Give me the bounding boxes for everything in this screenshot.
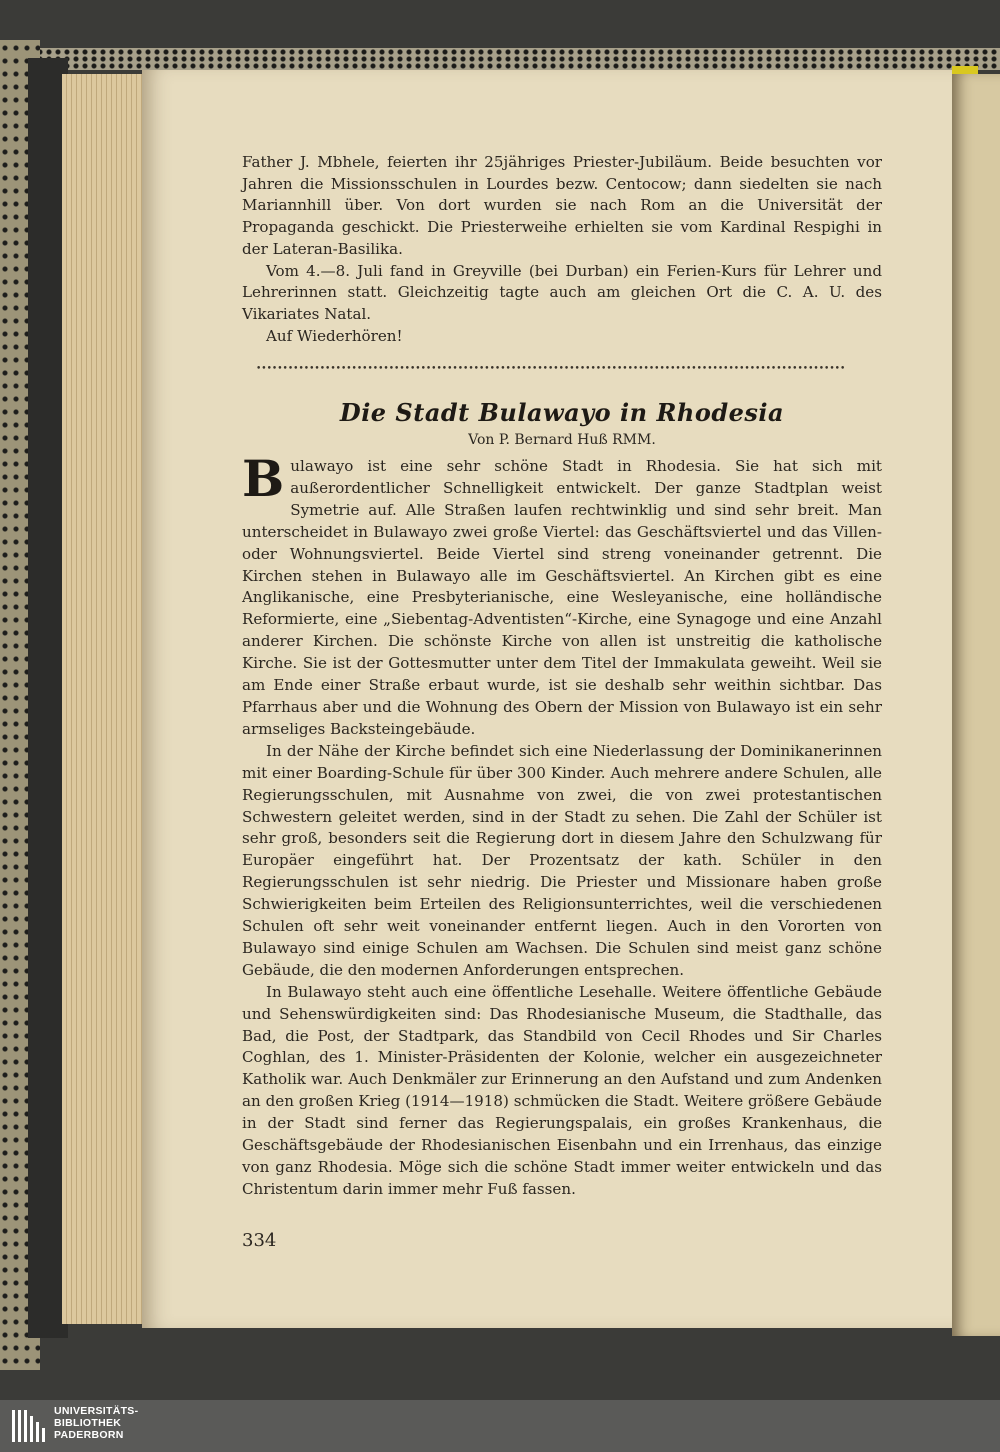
library-name xyxy=(54,1405,138,1441)
book-page xyxy=(142,70,952,1328)
paragraph: Auf Wiederhören! xyxy=(266,326,403,345)
book-cover-marbled-top xyxy=(0,48,1000,70)
article-title: Die Stadt Bulawayo in Rhodesia xyxy=(339,398,785,427)
paragraph: Vom 4.—8. Juli fand in Greyville (bei Durban) ein Ferien-Kurs für Lehrer und Lehrerinnen statt. Gleichzeitig tagte auch am gleichen Ort die C. A. U. des Vikariates Natal. xyxy=(242,261,882,323)
paragraph xyxy=(242,449,882,741)
library-footer xyxy=(0,1400,1000,1452)
library-logo-icon xyxy=(10,1406,48,1446)
library-name-line: UNIVERSITÄTS- xyxy=(54,1405,139,1417)
facing-page xyxy=(952,74,1000,1336)
continued-text xyxy=(242,152,882,347)
paragraph: In Bulawayo steht auch eine öffentliche Lesehalle. Weitere öffentliche Gebäude und Sehenswürdigkeiten sind: Das Rhodesianische Museum, die Stadthalle, das Bad, die Post, der Stadtpark, das Standbild von Cecil Rhodes und Sir Charles Coghlan, des 1. Minister-Präsidenten der Kolonie, welcher ein ausgezeichneter Katholik war. Auch Denkmäler zur Erinnerung an den Aufstand und zum Andenken an den großen Krieg (1914—1918) schmücken die Stadt. Weitere größere Gebäude in der Stadt sind ferner das Regierungspalais, ein großes Krankenhaus, die Geschäftsgebäude der Rhodesianischen Eisenbahn und ein Irrenhaus, das einzige von ganz Rhodesia. Möge sich die schöne Stadt immer weiter entwickeln und das Christentum darin immer mehr Fuß fassen. xyxy=(242,982,882,1198)
paragraph: Father J. Mbhele, feierten ihr 25jähriges Priester-Jubiläum. Beide besuchten vor Jahren die Missionsschulen in Lourdes bezw. Centocow; dann siedelten sie nach Mariannhill über. Von dort wurden sie nach Rom an die Universität der Propaganda geschickt. Die Priesterweihe erhielten sie vom Kardinal Respighi in der Lateran-Basilika. xyxy=(242,153,882,258)
library-name-line: PADERBORN xyxy=(54,1429,124,1441)
drop-cap: B xyxy=(242,449,285,508)
page-number: 334 xyxy=(242,1230,277,1251)
paragraph-text: ulawayo ist eine sehr schöne Stadt in Rhodesia. Sie hat sich mit außerordentlicher Schnelligkeit entwickelt. Der ganze Stadtplan weist Symetrie auf. Alle Straßen laufen rechtwinklig und sind sehr breit. Man unterscheidet in Bulawayo zwei große Viertel: das Geschäftsviertel und das Villen- oder Wohnungsviertel. Beide Viertel sind streng voneinander getrennt. Die Kirchen stehen in Bulawayo alle im Geschäftsviertel. An Kirchen gibt es eine Anglikanische, eine Presbyterianische, eine Wesleyanische, eine holländische Reformierte, eine „Siebentag-Adventisten“-Kirche, eine Synagoge und eine Anzahl anderer Kirchen. Die schönste Kirche von allen ist unstreitig die katholische Kirche. Sie ist der Gottesmutter unter dem Titel der Immakulata geweiht. Weil sie am Ende einer Straße erbaut wurde, ist sie deshalb sehr weithin sichtbar. Das Pfarrhaus aber und die Wohnung des Obern der Mission von Bulawayo ist ein sehr armseliges Backsteingebäude. xyxy=(242,457,882,738)
ornamental-divider: ••••••••••••••••••••••••••••••••••••••••••••••••••••••••••••••••••••••••••••••••••••••••••••••••••••••••••••••• xyxy=(256,364,846,374)
article-body xyxy=(242,449,882,1201)
page-edges xyxy=(62,74,146,1324)
article-byline: Von P. Bernard Huß RMM. xyxy=(468,432,656,448)
library-name-line: BIBLIOTHEK xyxy=(54,1417,122,1429)
paragraph: In der Nähe der Kirche befindet sich eine Niederlassung der Dominikanerinnen mit einer Boarding-Schule für über 300 Kinder. Auch mehrere andere Schulen, alle Regierungsschulen, mit Ausnahme von zwei, die von zwei protestantischen Schwestern geleitet werden, sind in der Stadt zu sehen. Die Zahl der Schüler ist sehr groß, besonders seit die Regierung dort in diesem Jahre den Schulzwang für Europäer eingeführt hat. Der Prozentsatz der kath. Schüler in den Regierungsschulen ist sehr niedrig. Die Priester und Missionare haben große Schwierigkeiten beim Erteilen des Religionsunterrichtes, weil die verschiedenen Schulen oft sehr weit voneinander entfernt liegen. Auch in den Vororten von Bulawayo sind einige Schulen am Wachsen. Die Schulen sind meist ganz schöne Gebäude, die den modernen Anforderungen entsprechen. xyxy=(242,741,882,979)
